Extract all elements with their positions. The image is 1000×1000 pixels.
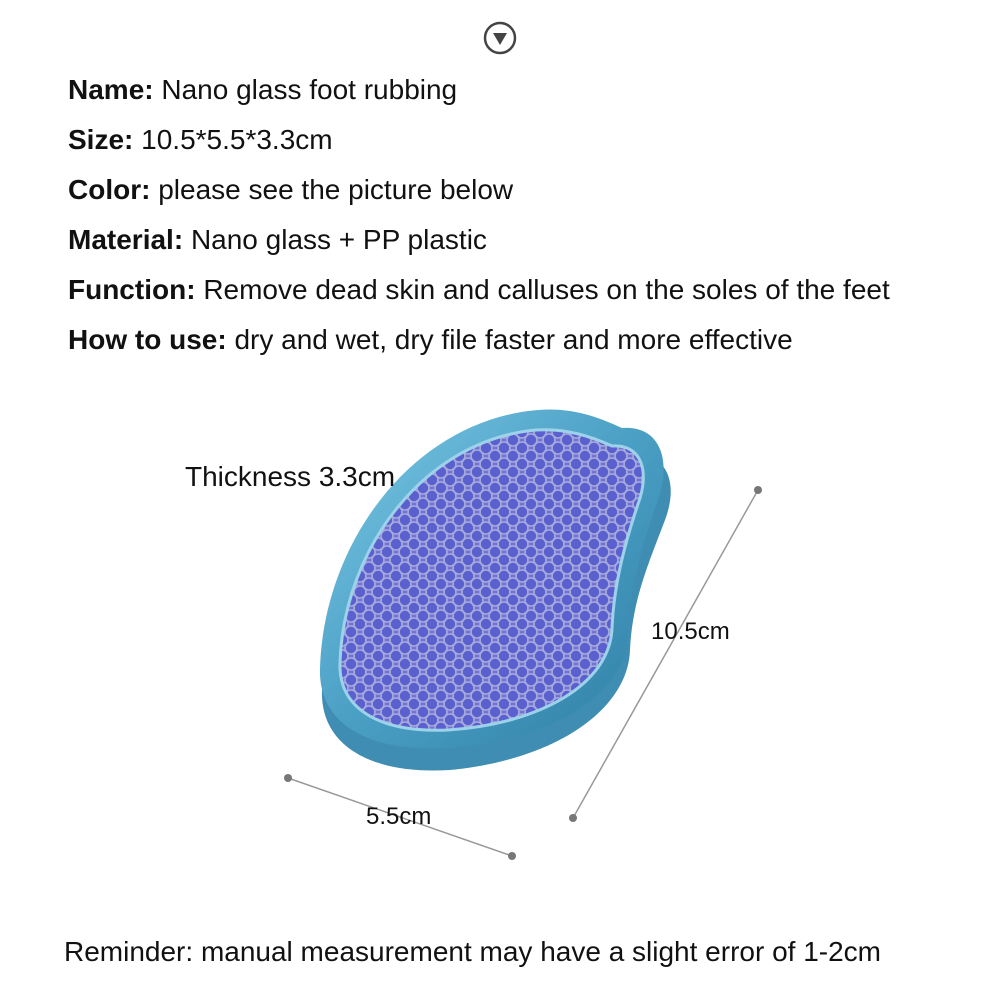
width-label: 5.5cm [366,803,432,830]
width-dot-left [284,774,292,782]
reminder-text: Reminder: manual measurement may have a slight error of 1-2cm [64,936,882,967]
thickness-label: Thickness 3.3cm [185,461,396,492]
length-dot-top [754,486,762,494]
spec-size: Size: 10.5*5.5*3.3cm [68,124,333,155]
spec-color: Color: please see the picture below [68,174,514,205]
spec-material: Material: Nano glass + PP plastic [68,224,487,255]
length-dimension-line [573,490,758,818]
width-dot-right [508,852,516,860]
length-label: 10.5cm [651,618,730,645]
spec-name: Name: Nano glass foot rubbing [68,74,458,105]
length-dot-bottom [569,814,577,822]
spec-function: Function: Remove dead skin and calluses on the soles of the feet [68,274,890,305]
spec-how-to-use: How to use: dry and wet, dry file faster and more effective [68,324,793,355]
